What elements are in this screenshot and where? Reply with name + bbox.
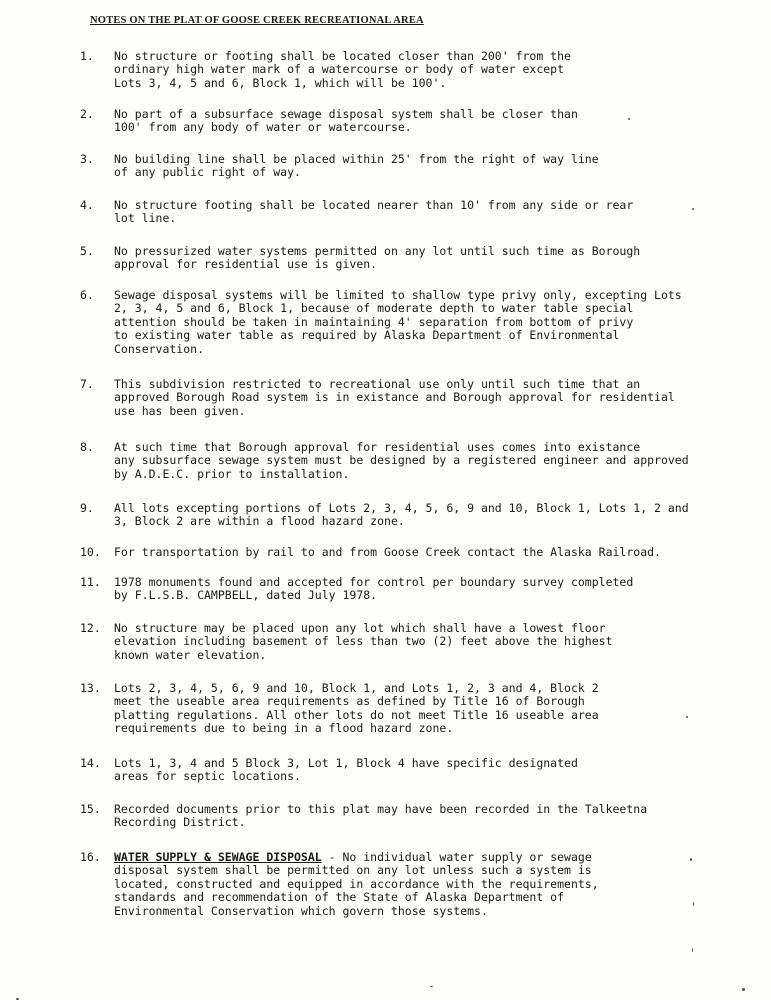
note-text: Recorded documents prior to this plat may have been recorded in the Talkeetna Recording District. — [114, 802, 648, 830]
scan-speck — [686, 716, 688, 718]
note-text: No part of a subsurface sewage disposal system shall be closer than 100' from any body of water or watercourse. — [114, 107, 578, 135]
note-number: 7. — [80, 377, 94, 391]
note-number: 1. — [80, 49, 94, 63]
note-text: Sewage disposal systems will be limited to shallow type privy only, excepting Lots 2, 3, 4, 5 and 6, Block 1, because of moderate depth to water table special attention should be taken in maintaining 4' separation from bottom of privy to existing water table as required by Alaska Department of Environmental Conservation. — [114, 288, 682, 356]
note-text: For transportation by rail to and from Goose Creek contact the Alaska Railroad. — [114, 545, 661, 559]
note-text: No pressurized water systems permitted on any lot until such time as Borough approval for residential use is given. — [114, 244, 641, 272]
note-text: At such time that Borough approval for residential uses comes into existance any subsurface sewage system must be designed by a registered engineer and approved by A.D.E.C. prior to installation. — [114, 440, 689, 481]
note-number: 15. — [80, 802, 101, 816]
page-title: NOTES ON THE PLAT OF GOOSE CREEK RECREATIONAL AREA — [90, 15, 424, 26]
scan-speck — [742, 988, 745, 991]
note-number: 5. — [80, 244, 94, 258]
note-number: 10. — [80, 545, 101, 559]
note-text: No building line shall be placed within 25' from the right of way line of any public right of way. — [114, 152, 599, 180]
note-text: Lots 2, 3, 4, 5, 6, 9 and 10, Block 1, and Lots 1, 2, 3 and 4, Block 2 meet the useable area requirements as defined by Title 16 of Borough platting regulations. All other lots do not meet Title 16 useable area requirements due to being in a flood hazard zone. — [114, 681, 599, 736]
note-number: 12. — [80, 621, 101, 635]
note-text: No structure or footing shall be located closer than 200' from the ordinary high water mark of a watercourse or body of water except Lots 3, 4, 5 and 6, Block 1, which will be 100'. — [114, 49, 571, 90]
scan-speck — [692, 948, 693, 952]
note-number: 3. — [80, 152, 94, 166]
note-number: 2. — [80, 107, 94, 121]
note-number: 11. — [80, 575, 101, 589]
note-text: 1978 monuments found and accepted for control per boundary survey completed by F.L.S.B. CAMPBELL, dated July 1978. — [114, 575, 634, 603]
scan-speck — [690, 858, 692, 861]
note-text: This subdivision restricted to recreational use only until such time that an approved Borough Road system is in existance and Borough approval for residential use has been given. — [114, 377, 675, 418]
note-text: Lots 1, 3, 4 and 5 Block 3, Lot 1, Block 4 have specific designated areas for septic locations. — [114, 756, 578, 784]
note-number: 13. — [80, 681, 101, 695]
note-text: No structure footing shall be located nearer than 10' from any side or rear lot line. — [114, 198, 634, 226]
scan-speck — [693, 902, 694, 906]
note-number: 14. — [80, 756, 101, 770]
scan-speck — [628, 118, 630, 120]
note-text — [114, 851, 754, 918]
scan-speck — [692, 208, 694, 210]
note-number: 16. — [80, 850, 101, 864]
note-heading: WATER SUPPLY & SEWAGE DISPOSAL — [114, 850, 322, 864]
note-number: 6. — [80, 288, 94, 302]
note-text: No structure may be placed upon any lot which shall have a lowest floor elevation including basement of less than two (2) feet above the highest known water elevation. — [114, 621, 613, 662]
scan-speck — [430, 986, 433, 987]
note-text: All lots excepting portions of Lots 2, 3, 4, 5, 6, 9 and 10, Block 1, Lots 1, 2 and 3, Block 2 are within a flood hazard zone. — [114, 501, 689, 529]
note-number: 9. — [80, 501, 94, 515]
note-number: 4. — [80, 198, 94, 212]
note-number: 8. — [80, 440, 94, 454]
note-body: - No individual water supply or sewage disposal system shall be permitted on any lot unless such a system is located, constructed and equipped in accordance with the requirements, standards and recommendation of the State of Alaska Department of Environmental Conservation which govern those systems. — [114, 850, 599, 918]
